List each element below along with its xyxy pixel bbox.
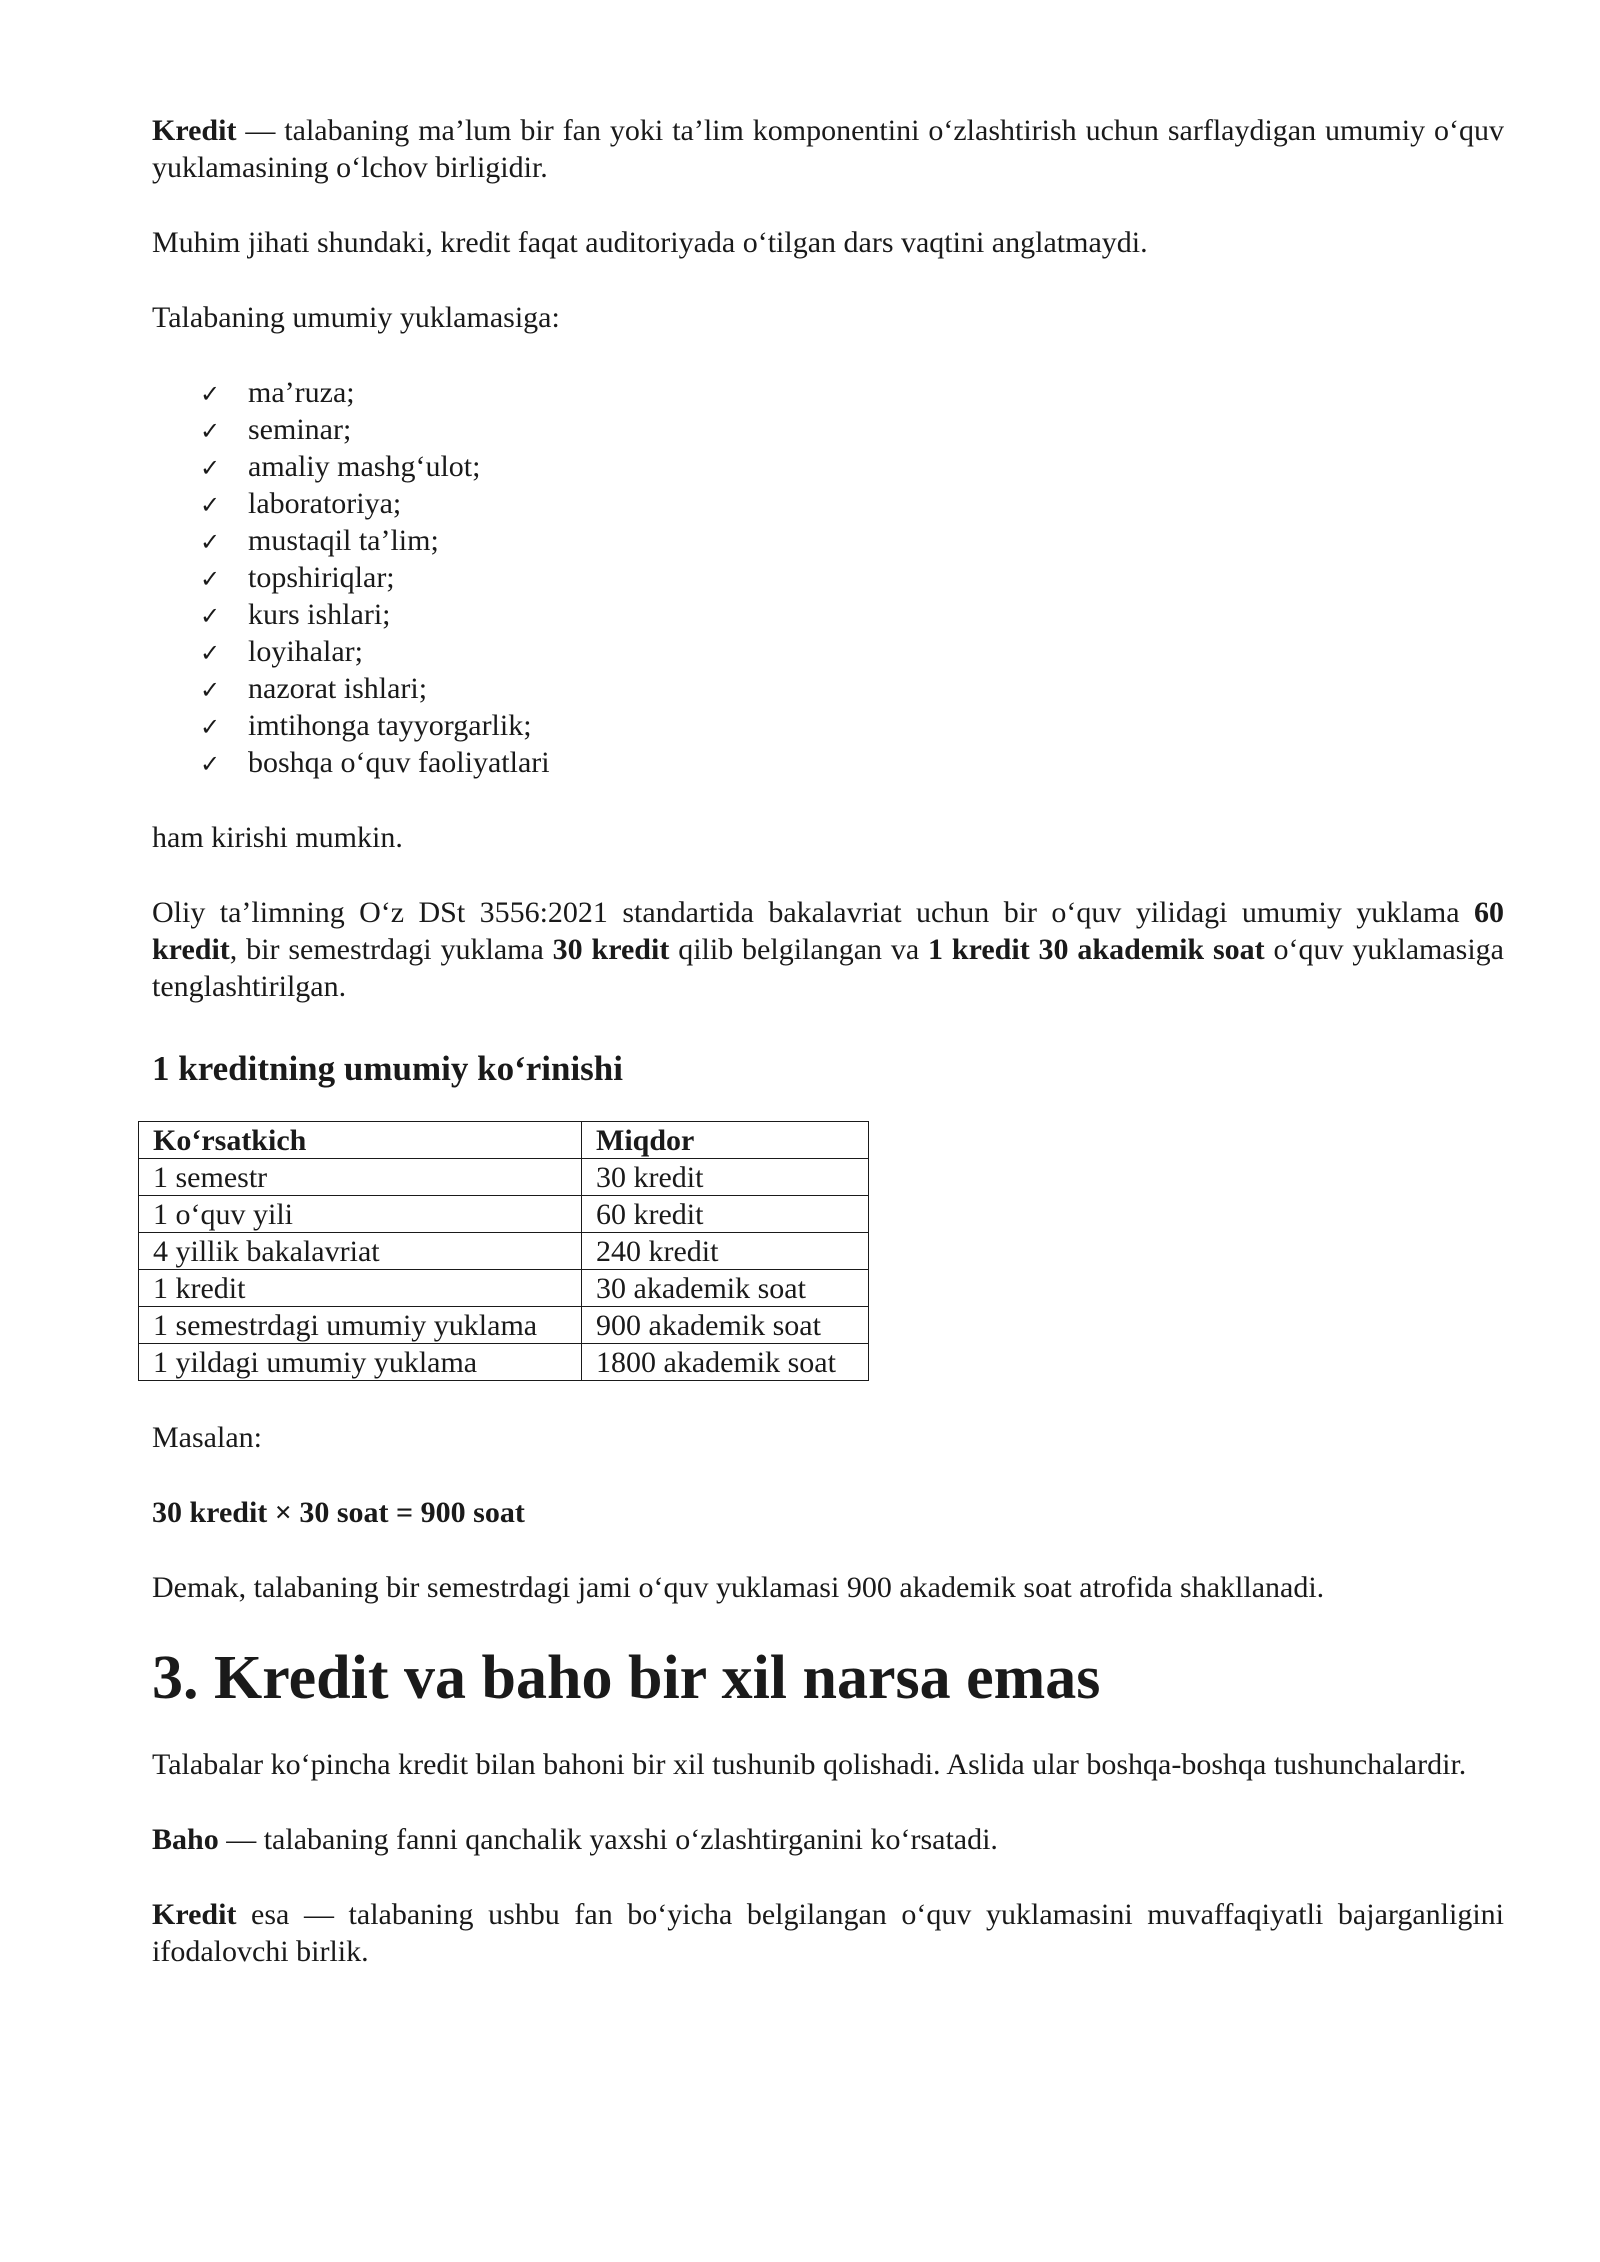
check-icon: ✓ [200,380,221,408]
check-icon: ✓ [200,491,221,519]
list-item: ✓ boshqa o‘quv faoliyatlari [200,744,1504,781]
standard-paragraph: Oliy ta’limning O‘z DSt 3556:2021 standartida bakalavriat uchun bir o‘quv yilidagi umumiy yuklama 60 kredit, bir semestrdagi yuklama 30 kredit qilib belgilangan va 1 kredit 30 akademik soat o‘quv yuklamasiga tenglashtirilgan. [152,896,1504,1003]
check-icon: ✓ [200,565,221,593]
table-cell: 30 kredit [582,1159,869,1196]
table-header-row [139,1122,869,1159]
list-item: ✓ loyihalar; [200,633,1504,670]
table-row [139,1159,869,1196]
formula: 30 kredit × 30 soat = 900 soat [152,1496,525,1529]
check-icon: ✓ [200,602,221,630]
table-cell: 4 yillik bakalavriat [139,1233,582,1270]
note-paragraph: Muhim jihati shundaki, kredit faqat auditoriyada o‘tilgan dars vaqtini anglatmaydi. [152,226,1148,259]
conclusion-paragraph: Demak, talabaning bir semestrdagi jami o‘quv yuklamasi 900 akademik soat atrofida shakllanadi. [152,1571,1325,1604]
intro-definition: — talabaning ma’lum bir fan yoki ta’lim komponentini o‘zlashtirish uchun sarflaydigan umumiy o‘quv yuklamasining o‘lchov birligidir. [152,114,1504,184]
list-item: ✓ seminar; [200,411,1504,448]
table-row [139,1270,869,1307]
list-item: ✓ kurs ishlari; [200,596,1504,633]
section-heading: 3. Kredit va baho bir xil narsa emas [152,1644,1101,1712]
kredit-paragraph: Kredit esa — talabaning ushbu fan bo‘yicha belgilangan o‘quv yuklamasini muvaffaqiyatli bajarganligini ifodalovchi birlik. [152,1898,1504,1968]
document-page [152,112,1504,1970]
list-item: ✓ ma’ruza; [200,374,1504,411]
baho-paragraph: Baho — talabaning fanni qanchalik yaxshi o‘zlashtirganini ko‘rsatadi. [152,1823,998,1856]
intro-term: Kredit [152,114,237,147]
check-icon: ✓ [200,750,221,778]
intro-paragraph [152,112,1504,186]
table-header: Ko‘rsatkich [139,1122,582,1159]
list-item: ✓ topshiriqlar; [200,559,1504,596]
table-cell: 240 kredit [582,1233,869,1270]
list-item: ✓ imtihonga tayyorgarlik; [200,707,1504,744]
check-icon: ✓ [200,417,221,445]
list-item: ✓ laboratoriya; [200,485,1504,522]
check-icon: ✓ [200,713,221,741]
table-cell: 1 yildagi umumiy yuklama [139,1344,582,1381]
check-icon: ✓ [200,676,221,704]
table-cell: 1 semestrdagi umumiy yuklama [139,1307,582,1344]
list-intro: Talabaning umumiy yuklamasiga: [152,301,560,334]
table-cell: 900 akademik soat [582,1307,869,1344]
table-cell: 1800 akademik soat [582,1344,869,1381]
list-item: ✓ amaliy mashg‘ulot; [200,448,1504,485]
credit-table [138,1121,869,1381]
table-row [139,1307,869,1344]
table-cell: 1 kredit [139,1270,582,1307]
table-cell: 30 akademik soat [582,1270,869,1307]
table-cell: 60 kredit [582,1196,869,1233]
table-row [139,1233,869,1270]
example-label: Masalan: [152,1421,262,1454]
check-icon: ✓ [200,528,221,556]
list-item: ✓ mustaqil ta’lim; [200,522,1504,559]
table-cell: 1 o‘quv yili [139,1196,582,1233]
table-cell: 1 semestr [139,1159,582,1196]
check-icon: ✓ [200,454,221,482]
check-icon: ✓ [200,639,221,667]
table-title: 1 kreditning umumiy ko‘rinishi [152,1049,623,1088]
table-header: Miqdor [582,1122,869,1159]
table-row [139,1344,869,1381]
table-row [139,1196,869,1233]
list-item: ✓ nazorat ishlari; [200,670,1504,707]
section-paragraph: Talabalar ko‘pincha kredit bilan bahoni bir xil tushunib qolishadi. Aslida ular boshqa-boshqa tushunchalardir. [152,1748,1467,1781]
list-outro: ham kirishi mumkin. [152,821,403,854]
workload-list [152,374,1504,781]
